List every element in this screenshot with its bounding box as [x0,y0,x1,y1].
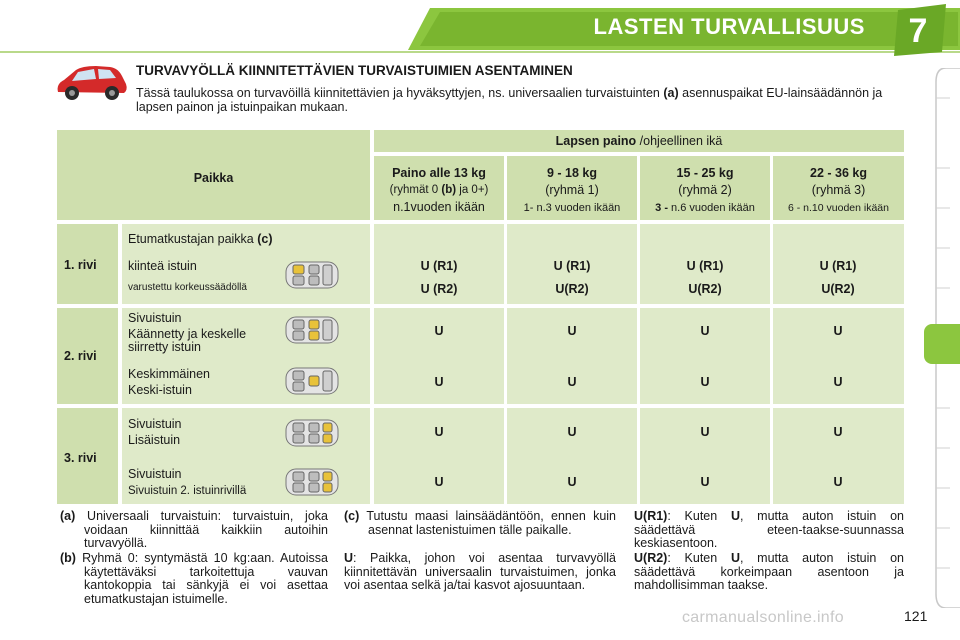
row-desc: Keskimmäinen [128,367,210,381]
value-cell [507,308,637,404]
intro-text: Tässä taulukossa on turvavöillä kiinnitettävien ja hyväksyttyjen, ns. universaalien turvaistuinten (a) asennuspaikat EU-lainsäädännön ja lapsen painon ja istuinpaikan mukaan. [136,86,883,114]
column-weight: 15 - 25 kg [676,166,734,180]
column-group: (ryhmät 0 (b) ja 0+) [389,184,489,196]
column-group: (ryhmä 2) [678,183,732,197]
column-age: 1- n.3 vuoden ikään [523,202,621,214]
value-cell [507,408,637,504]
seat-value: U [567,425,577,439]
seat-value: U [567,475,577,489]
seat-value: U [434,475,444,489]
row-label: 1. rivi [64,258,97,272]
column-group: (ryhmä 1) [545,183,599,197]
section-title: TURVAVYÖLLÄ KIINNITETTÄVIEN TURVAISTUIMIEN ASENTAMINEN [136,63,573,78]
row-desc: Lisäistuin [128,433,181,447]
seat-value: U [700,324,710,338]
seat-value: U [434,425,444,439]
value-cell [773,308,904,404]
value-cell [374,408,504,504]
seat-value: U [567,324,577,338]
column-age: n.1vuoden ikään [393,200,485,214]
footnote-r2: U(R2): Kuten U, mutta auton istuin on säädettävä korkeimpaan asentoon ja mahdollisimman taakse. [634,551,904,592]
seat-value: U [833,425,843,439]
footnote-r1: U(R1): Kuten U, mutta auton istuin on säädettävä eteen-taakse-suunnassa keskiasentoon. [634,509,904,550]
red-car-icon [52,62,130,104]
seat-value: U [700,375,710,389]
column-weight: 22 - 36 kg [810,166,867,180]
row-desc: Keski-istuin [128,383,192,397]
column-group: (ryhmä 3) [811,183,866,197]
row-desc: Sivuistuin 2. istuinrivillä [128,485,247,497]
footnote-b: (b) Ryhmä 0: syntymästä 10 kg:aan. Autoissa käytettäväksi tarkoitettuja vauvan kantokoppia tai sänkyjä ei voi asettaa etumatkustajan istuimelle. [60,551,328,606]
seat-value: U(R2) [688,282,722,296]
row-desc: siirretty istuin [128,340,201,354]
seat-position-diagram-icon [285,416,339,450]
seat-value: U(R2) [821,282,855,296]
side-tab-active-chapter-7[interactable] [924,324,960,364]
page-number: 121 [904,608,928,624]
seat-value: U (R1) [420,259,458,273]
seat-value: U [434,375,444,389]
seat-position-diagram-icon [285,364,339,398]
seat-position-diagram-icon [285,313,339,347]
column-weight: 9 - 18 kg [546,166,598,180]
column-age: 3 - n.6 vuoden ikään [655,202,755,214]
row-desc: Sivuistuin [128,417,182,431]
seat-value: U (R1) [553,259,591,273]
chapter-number: 7 [908,12,928,50]
column-weight: Paino alle 13 kg [392,166,486,180]
seat-value: U [700,475,710,489]
footnote-c: (c) Tutustu maasi lainsäädäntöön, ennen kuin asennat lastenistuimen tälle paikalle. [344,509,616,537]
weight-header: Lapsen paino /ohjeellinen ikä [555,134,723,148]
row-desc: Käännetty ja keskelle [128,327,247,341]
value-cell [374,308,504,404]
chapter-title: LASTEN TURVALLISUUS [593,14,865,39]
seat-value: U [700,425,710,439]
footnote-u: U: Paikka, johon voi asentaa turvavyöllä kiinnitettävän universaalin turvaistuimen, jonka voi asentaa selkä ja/tai kasvot ajosuuntaan. [344,551,616,592]
footnote-a: (a) Universaali turvaistuin: turvaistuin, joka voidaan kiinnittää kaikkiin autoihin turvavyöllä. [60,509,328,550]
row-desc: Etumatkustajan paikka (c) [128,232,273,246]
seat-value: U (R1) [686,259,724,273]
seat-value: U [833,475,843,489]
seat-value: U [567,375,577,389]
value-cell [640,308,770,404]
column-age: 6 - n.10 vuoden ikään [788,202,889,214]
seat-value: U (R1) [819,259,857,273]
row-label: 2. rivi [64,349,97,363]
place-header: Paikka [193,171,234,185]
value-cell [640,408,770,504]
seat-value: U [833,324,843,338]
row-desc: Sivuistuin [128,467,182,481]
row-label: 3. rivi [64,451,97,465]
seat-position-diagram-icon [285,258,339,292]
seat-value: U [434,324,444,338]
seat-value: U(R2) [555,282,589,296]
seat-position-diagram-icon [285,465,339,499]
value-cell [773,408,904,504]
seat-value: U [833,375,843,389]
watermark: carmanualsonline.info [682,609,844,626]
row-desc: varustettu korkeussäädöllä [128,282,247,293]
row-desc: kiinteä istuin [128,259,197,273]
seat-value: U (R2) [420,282,458,296]
row-desc: Sivuistuin [128,311,182,325]
